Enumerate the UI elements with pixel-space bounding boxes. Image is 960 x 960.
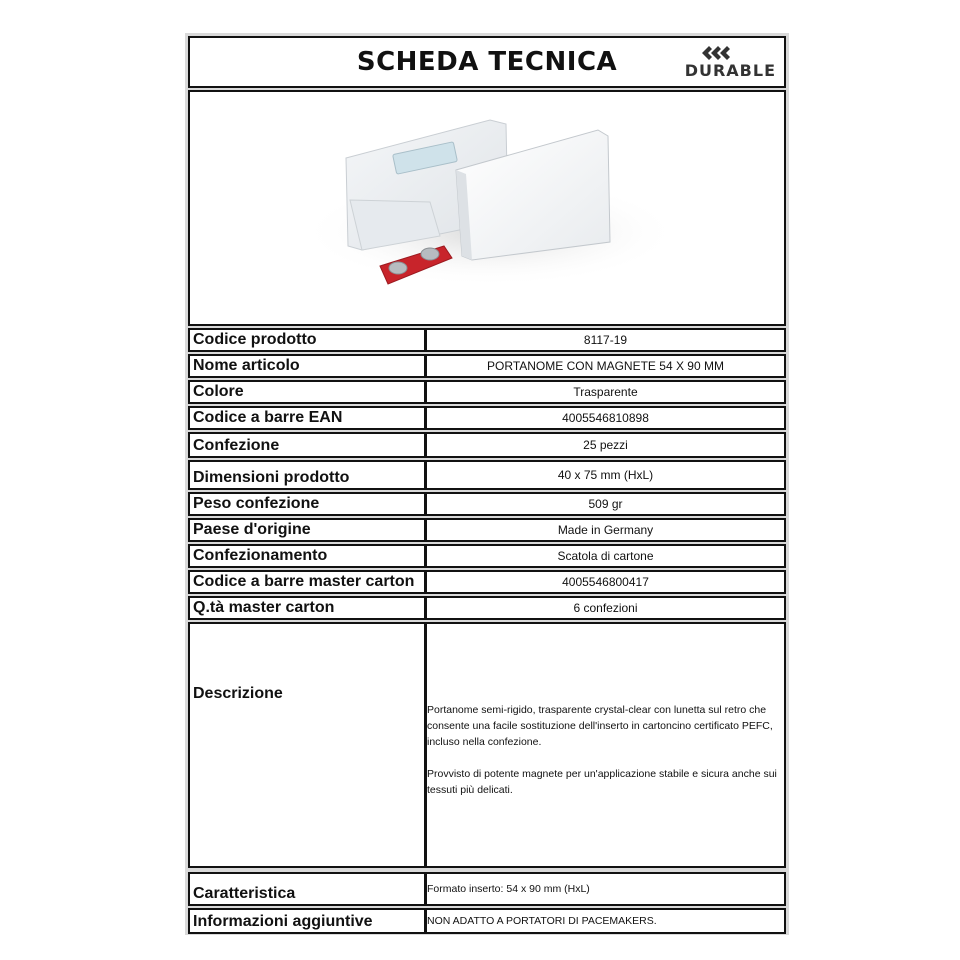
- page-title: SCHEDA TECNICA: [356, 47, 618, 77]
- description-row: [188, 622, 786, 868]
- datasheet-header: [188, 36, 786, 88]
- table-row: [188, 596, 786, 620]
- brand-name: DURABLE: [684, 61, 776, 80]
- additional-info-value: NON ADATTO A PORTATORI DI PACEMAKERS.: [427, 915, 657, 927]
- description-paragraph: Portanome semi-rigido, trasparente crystal-clear con lunetta sul retro che consente una facile sostituzione dell'inserto in cartoncino certificato PEFC, incluso nella confezione.: [427, 704, 773, 748]
- name-badge-holder-with-magnet-photo: [190, 92, 784, 324]
- row-value: 6 confezioni: [573, 601, 638, 615]
- row-label: Codice prodotto: [193, 331, 317, 348]
- row-value: Scatola di cartone: [557, 549, 654, 563]
- row-value: 4005546810898: [562, 411, 649, 425]
- table-row: [188, 354, 786, 378]
- characteristic-label: Caratteristica: [193, 885, 296, 902]
- row-label: Paese d'origine: [193, 521, 311, 538]
- additional-info-row: [188, 908, 786, 934]
- characteristic-row: [188, 872, 786, 906]
- row-label: Confezionamento: [193, 547, 328, 564]
- row-label: Q.tà master carton: [193, 599, 335, 616]
- description-paragraph: Provvisto di potente magnete per un'applicazione stabile e sicura anche sui tessuti più delicati.: [427, 768, 777, 796]
- brand-chevrons-icon: [700, 44, 734, 62]
- row-label: Confezione: [193, 437, 280, 454]
- row-value: Trasparente: [573, 385, 638, 399]
- row-value: Made in Germany: [557, 523, 654, 537]
- description-label: Descrizione: [193, 685, 283, 702]
- table-row: [188, 460, 786, 490]
- durable-logo: [658, 44, 776, 82]
- row-value: 8117-19: [583, 333, 628, 347]
- row-label: Codice a barre master carton: [193, 573, 415, 590]
- table-row: [188, 380, 786, 404]
- row-value: 25 pezzi: [583, 438, 628, 452]
- row-value: PORTANOME CON MAGNETE 54 X 90 MM: [487, 359, 724, 373]
- row-label: Codice a barre EAN: [193, 409, 343, 426]
- row-value: 4005546800417: [562, 575, 649, 589]
- product-photo: [188, 90, 786, 326]
- table-row: [188, 492, 786, 516]
- table-row: [188, 328, 786, 352]
- row-label: Dimensioni prodotto: [193, 469, 350, 486]
- row-label: Colore: [193, 383, 244, 400]
- table-row: [188, 544, 786, 568]
- description-text: [427, 702, 785, 814]
- table-row: [188, 570, 786, 594]
- additional-info-label: Informazioni aggiuntive: [193, 913, 373, 930]
- row-label: Peso confezione: [193, 495, 320, 512]
- characteristic-value: Formato inserto: 54 x 90 mm (HxL): [427, 883, 590, 895]
- row-label: Nome articolo: [193, 357, 300, 374]
- table-row: [188, 406, 786, 430]
- table-row: [188, 432, 786, 458]
- row-value: 40 x 75 mm (HxL): [557, 468, 654, 482]
- table-row: [188, 518, 786, 542]
- row-value: 509 gr: [588, 497, 623, 511]
